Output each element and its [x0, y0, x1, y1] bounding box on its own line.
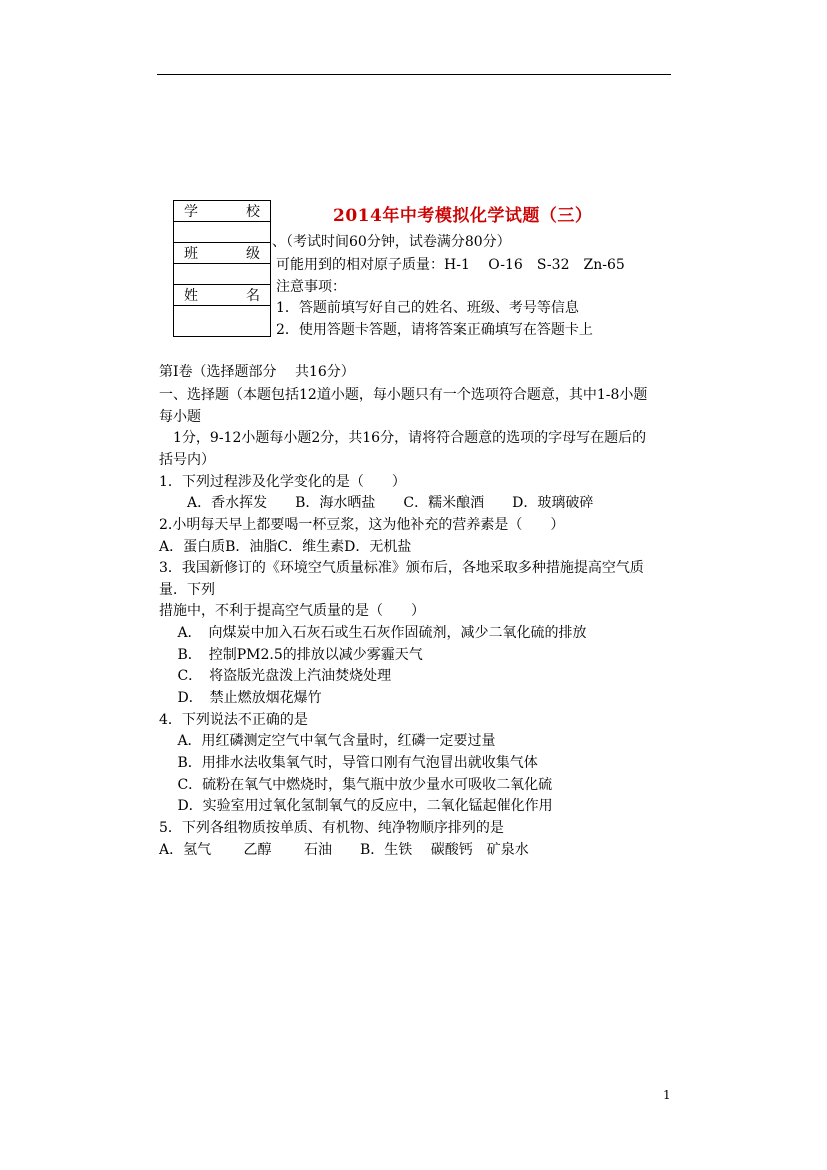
question-5: 5．下列各组物质按单质、有机物、纯净物顺序排列的是 [159, 820, 504, 836]
exam-time-note: 、（考试时间60分钟，试卷满分80分） [272, 234, 511, 250]
question-3-cont: 量．下列 [159, 582, 215, 598]
question-3-cont: 措施中，不利于提高空气质量的是（ ） [159, 603, 425, 619]
question-1: 1．下列过程涉及化学变化的是（ ） [159, 474, 406, 490]
instruction-line: 括号内） [159, 452, 215, 468]
page-number: 1 [663, 1088, 671, 1102]
question-3: 3．我国新修订的《环境空气质量标准》颁布后，各地采取多种措施提高空气质 [159, 560, 644, 576]
notice-heading: 注意事项： [276, 279, 346, 295]
class-label-cell [174, 243, 271, 264]
header-rule [157, 74, 671, 75]
class-field[interactable] [174, 264, 271, 285]
question-3-option-b: B． 控制PM2.5的排放以减少雾霾天气 [159, 647, 423, 663]
question-4-option-d: D．实验室用过氧化氢制氧气的反应中，二氧化锰起催化作用 [159, 798, 553, 814]
instruction-line: 1分，9-12小题每小题2分，共16分，请将符合题意的选项的字母写在题后的 [159, 430, 647, 446]
school-field[interactable] [174, 222, 271, 243]
question-5-options: A．氢气 乙醇 石油 B．生铁 碳酸钙 矿泉水 [159, 842, 529, 858]
question-3-option-a: A． 向煤炭中加入石灰石或生石灰作固硫剂，减少二氧化硫的排放 [159, 625, 587, 641]
instruction-line: 每小题 [159, 409, 201, 425]
question-2: 2.小明每天早上都要喝一杯豆浆，这为他补充的营养素是（ ） [159, 517, 565, 533]
question-4: 4．下列说法不正确的是 [159, 712, 308, 728]
question-4-option-c: C．硫粉在氧气中燃烧时，集气瓶中放少量水可吸收二氧化硫 [159, 777, 553, 793]
school-label-char-1: 学 [184, 204, 198, 220]
question-2-options: A．蛋白质B．油脂C．维生素D．无机盐 [159, 539, 412, 555]
atomic-mass-note: 可能用到的相对原子质量：H-1 O-16 S-32 Zn-65 [276, 257, 625, 273]
name-field[interactable] [174, 306, 271, 337]
instruction-line: 一、选择题（本题包括12道小题，每小题只有一个选项符合题意，其中1-8小题 [159, 387, 648, 403]
name-label-char-2: 名 [246, 288, 260, 304]
student-info-table [173, 200, 271, 337]
name-label-char-1: 姓 [184, 288, 198, 304]
question-4-option-a: A．用红磷测定空气中氧气含量时，红磷一定要过量 [159, 733, 496, 749]
class-label-char-1: 班 [184, 246, 198, 262]
class-label-char-2: 级 [246, 246, 260, 262]
notice-item-2: 2．使用答题卡答题，请将答案正确填写在答题卡上 [276, 322, 593, 338]
question-3-option-d: D． 禁止燃放烟花爆竹 [159, 690, 322, 706]
notice-item-1: 1．答题前填写好自己的姓名、班级、考号等信息 [276, 300, 579, 316]
question-3-option-c: C． 将盗版光盘泼上汽油焚烧处理 [159, 668, 392, 684]
question-1-options: A．香水挥发 B．海水晒盐 C．糯米酿酒 D．玻璃破碎 [159, 495, 594, 511]
question-4-option-b: B．用排水法收集氧气时，导管口刚有气泡冒出就收集气体 [159, 755, 538, 771]
name-label-cell [174, 285, 271, 306]
exam-title: 2014年中考模拟化学试题（三） [333, 206, 593, 226]
school-label-cell [174, 201, 271, 222]
section-heading: 第Ⅰ卷（选择题部分 共16分） [159, 364, 355, 380]
school-label-char-2: 校 [246, 204, 260, 220]
